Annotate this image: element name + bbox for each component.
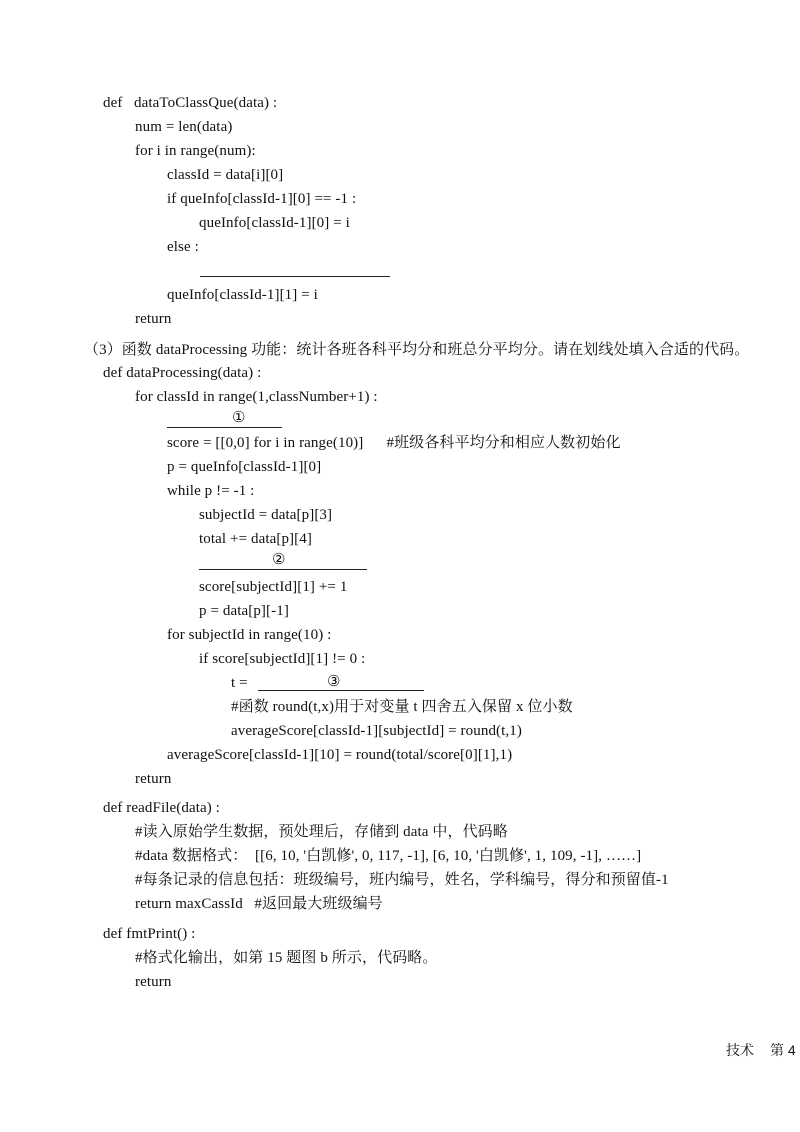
code-line: num = len(data): [135, 119, 233, 135]
footer-subject: 技术: [726, 1042, 754, 1058]
code-def-fmtPrint: def fmtPrint() :: [103, 926, 196, 942]
code-line: classId = data[i][0]: [167, 167, 284, 183]
code-line: for i in range(num):: [135, 143, 256, 159]
code-line: subjectId = data[p][3]: [199, 507, 333, 523]
code-comment: #函数 round(t,x)用于对变量 t 四舍五入保留 x 位小数: [231, 699, 573, 715]
code-line: averageScore[classId-1][subjectId] = round(t,1): [231, 723, 522, 739]
code-line: while p != -1 :: [167, 483, 255, 499]
code-line: t =: [231, 675, 252, 691]
code-line: return: [135, 974, 172, 990]
code-comment: #data 数据格式： [[6, 10, '白凯修', 0, 117, -1], [6, 10, '白凯修', 1, 109, -1], ……]: [135, 848, 642, 864]
code-line: else :: [167, 239, 199, 255]
code-line: if queInfo[classId-1][0] == -1 :: [167, 191, 357, 207]
code-def-readFile: def readFile(data) :: [103, 800, 220, 816]
footer-page-number: 第 4: [770, 1042, 796, 1058]
code-line: score[subjectId][1] += 1: [199, 579, 348, 595]
code-comment: #每条记录的信息包括：班级编号，班内编号，姓名，学科编号，得分和预留值-1: [135, 872, 669, 888]
code-line: p = queInfo[classId-1][0]: [167, 459, 322, 475]
blank-marker-3: ③: [327, 674, 341, 690]
code-comment: #读入原始学生数据，预处理后，存储到 data 中，代码略: [135, 824, 508, 840]
code-line: p = data[p][-1]: [199, 603, 289, 619]
code-line: for subjectId in range(10) :: [167, 627, 332, 643]
code-line: queInfo[classId-1][0] = i: [199, 215, 350, 231]
code-line: return maxCassId #返回最大班级编号: [135, 896, 383, 912]
code-def-dataProcessing: def dataProcessing(data) :: [103, 365, 262, 381]
blank-marker-1: ①: [232, 410, 246, 426]
blank-marker-2: ②: [272, 552, 286, 568]
code-comment: #格式化输出，如第 15 题图 b 所示，代码略。: [135, 950, 438, 966]
code-line: return: [135, 311, 172, 327]
answer-blank-1: [167, 427, 282, 428]
answer-blank-unnumbered: [200, 276, 390, 277]
code-line: for classId in range(1,classNumber+1) :: [135, 389, 378, 405]
code-line: total += data[p][4]: [199, 531, 312, 547]
code-line: if score[subjectId][1] != 0 :: [199, 651, 366, 667]
code-line: score = [[0,0] for i in range(10)] #班级各科平均分和相应人数初始化: [167, 435, 621, 451]
answer-blank-3: [258, 690, 424, 691]
question-3-intro: （3）函数 dataProcessing 功能：统计各班各科平均分和班总分平均分。请在划线处填入合适的代码。: [84, 342, 750, 358]
code-def-dataToClassQue: def dataToClassQue(data) :: [103, 95, 278, 111]
code-line: averageScore[classId-1][10] = round(total/score[0][1],1): [167, 747, 513, 763]
code-line: queInfo[classId-1][1] = i: [167, 287, 318, 303]
code-line: return: [135, 771, 172, 787]
